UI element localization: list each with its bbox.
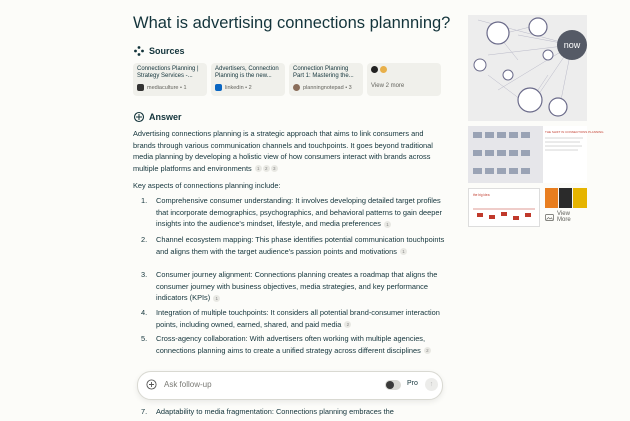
source-favicon-icon	[380, 66, 387, 73]
source-title: Connection Planning Part 1: Mastering the...	[293, 66, 354, 79]
colored-thumbs-image[interactable]	[545, 188, 587, 208]
more-source-favicons	[371, 66, 437, 75]
thumb-red-title: THE SHIFT IN CONNECTIONS PLANNING	[545, 130, 604, 134]
source-cards	[133, 63, 441, 96]
list-item-text: Comprehensive consumer understanding: It involves developing detailed target profiles that incorporate demographics, psychographics, and behavioral patterns to gain deeper insights into the audience's mindset, lifestyle, and media preferences	[156, 196, 442, 228]
citation-badge[interactable]: 1	[400, 248, 407, 255]
connections-diagram-image[interactable]	[468, 15, 587, 121]
list-item-text: Integration of multiple touchpoints: It considers all potential brand-consumer interaction points, including owned, earned, shared, and paid media	[156, 308, 440, 329]
grid-slide-image[interactable]	[468, 126, 604, 183]
list-item-text: Cross-agency collaboration: With advertisers often working with multiple agencies, connections planning aims to create a unified strategy across different disciplines	[156, 334, 426, 355]
list-number: 5.	[141, 334, 148, 343]
sources-heading	[133, 45, 185, 57]
linkedin-favicon-icon	[215, 84, 222, 91]
slide-chart-icon	[469, 189, 539, 226]
list-item-text: Consumer journey alignment: Connections planning creates a roadmap that aligns the consumer journey with business objectives, media strategies, and key performance indicators (KPIs)	[156, 270, 438, 302]
image-icon	[545, 214, 554, 221]
list-number: 2.	[141, 235, 148, 244]
citation-badge[interactable]: 1	[255, 165, 262, 172]
view-more-button[interactable]	[545, 211, 571, 223]
source-site: planningnotepad	[303, 84, 344, 91]
list-item-text: Adaptability to media fragmentation: Connections planning embraces the	[156, 407, 394, 416]
source-title: Advertisers, Connection Planning is the new...	[215, 66, 279, 79]
pro-toggle[interactable]	[385, 380, 401, 390]
follow-up-input[interactable]: Ask follow-up	[164, 380, 212, 389]
follow-up-bar	[137, 371, 443, 400]
diagram-now-label: now	[563, 40, 581, 50]
source-card[interactable]	[211, 63, 285, 96]
source-favicon-icon	[371, 66, 378, 73]
colored-thumbs-icon	[545, 188, 587, 208]
planningnotepad-favicon-icon	[293, 84, 300, 91]
citation-badge[interactable]: 1	[213, 295, 220, 302]
aspects-label: Key aspects of connections planning include:	[133, 181, 281, 190]
view-more-sources-label: View 2 more	[371, 83, 405, 89]
source-title: Connections Planning | Strategy Services -...	[137, 66, 199, 79]
list-number: 7.	[141, 407, 148, 416]
network-diagram-icon	[468, 15, 587, 121]
citation-badge[interactable]: 2	[263, 165, 270, 172]
citation-badge[interactable]: 2	[344, 321, 351, 328]
source-card[interactable]	[133, 63, 207, 96]
source-meta: linkedin • 2	[215, 84, 281, 91]
thumb-slide-label: the big idea	[473, 193, 490, 197]
source-meta: planningnotepad • 3	[293, 84, 359, 91]
list-number: 4.	[141, 308, 148, 317]
mediaculture-favicon-icon	[137, 84, 144, 91]
arrow-up-icon[interactable]: ↑	[425, 378, 438, 391]
add-attachment-icon[interactable]	[146, 379, 157, 390]
sources-icon	[133, 45, 145, 57]
answer-intro-text: Advertising connections planning is a strategic approach that aims to link consumers and brands through various communication channels and touchpoints. It goes beyond traditional media planning by developing a holistic view of how consumers interact with brands across multiple platforms and environments	[133, 129, 433, 173]
slide-grid-icon	[468, 126, 604, 183]
source-site: mediaculture	[147, 84, 179, 91]
answer-heading-label: Answer	[149, 112, 182, 122]
answer-heading	[133, 111, 182, 123]
citation-badge[interactable]: 1	[384, 221, 391, 228]
view-more-label: View More	[557, 211, 571, 223]
list-number: 3.	[141, 270, 148, 279]
list-number: 1.	[141, 196, 148, 205]
slide-image[interactable]	[468, 188, 540, 227]
source-index: 2	[248, 84, 252, 91]
source-card[interactable]	[289, 63, 363, 96]
citation-badge[interactable]: 3	[271, 165, 278, 172]
pro-label: Pro	[407, 380, 418, 387]
source-index: 1	[183, 84, 187, 91]
source-meta: mediaculture • 1	[137, 84, 203, 91]
sources-heading-label: Sources	[149, 46, 185, 56]
source-site: linkedin	[225, 84, 244, 91]
answer-icon	[133, 111, 145, 123]
citation-badge[interactable]: 2	[424, 347, 431, 354]
answer-intro	[133, 128, 448, 174]
view-more-sources-card[interactable]	[367, 63, 441, 96]
list-item-text: Channel ecosystem mapping: This phase identifies potential communication touchpoints and aligns them with the target audience's passion points and motivations	[156, 235, 445, 256]
source-index: 3	[348, 84, 352, 91]
page-title: What is advertising connections plannning?	[133, 14, 451, 32]
